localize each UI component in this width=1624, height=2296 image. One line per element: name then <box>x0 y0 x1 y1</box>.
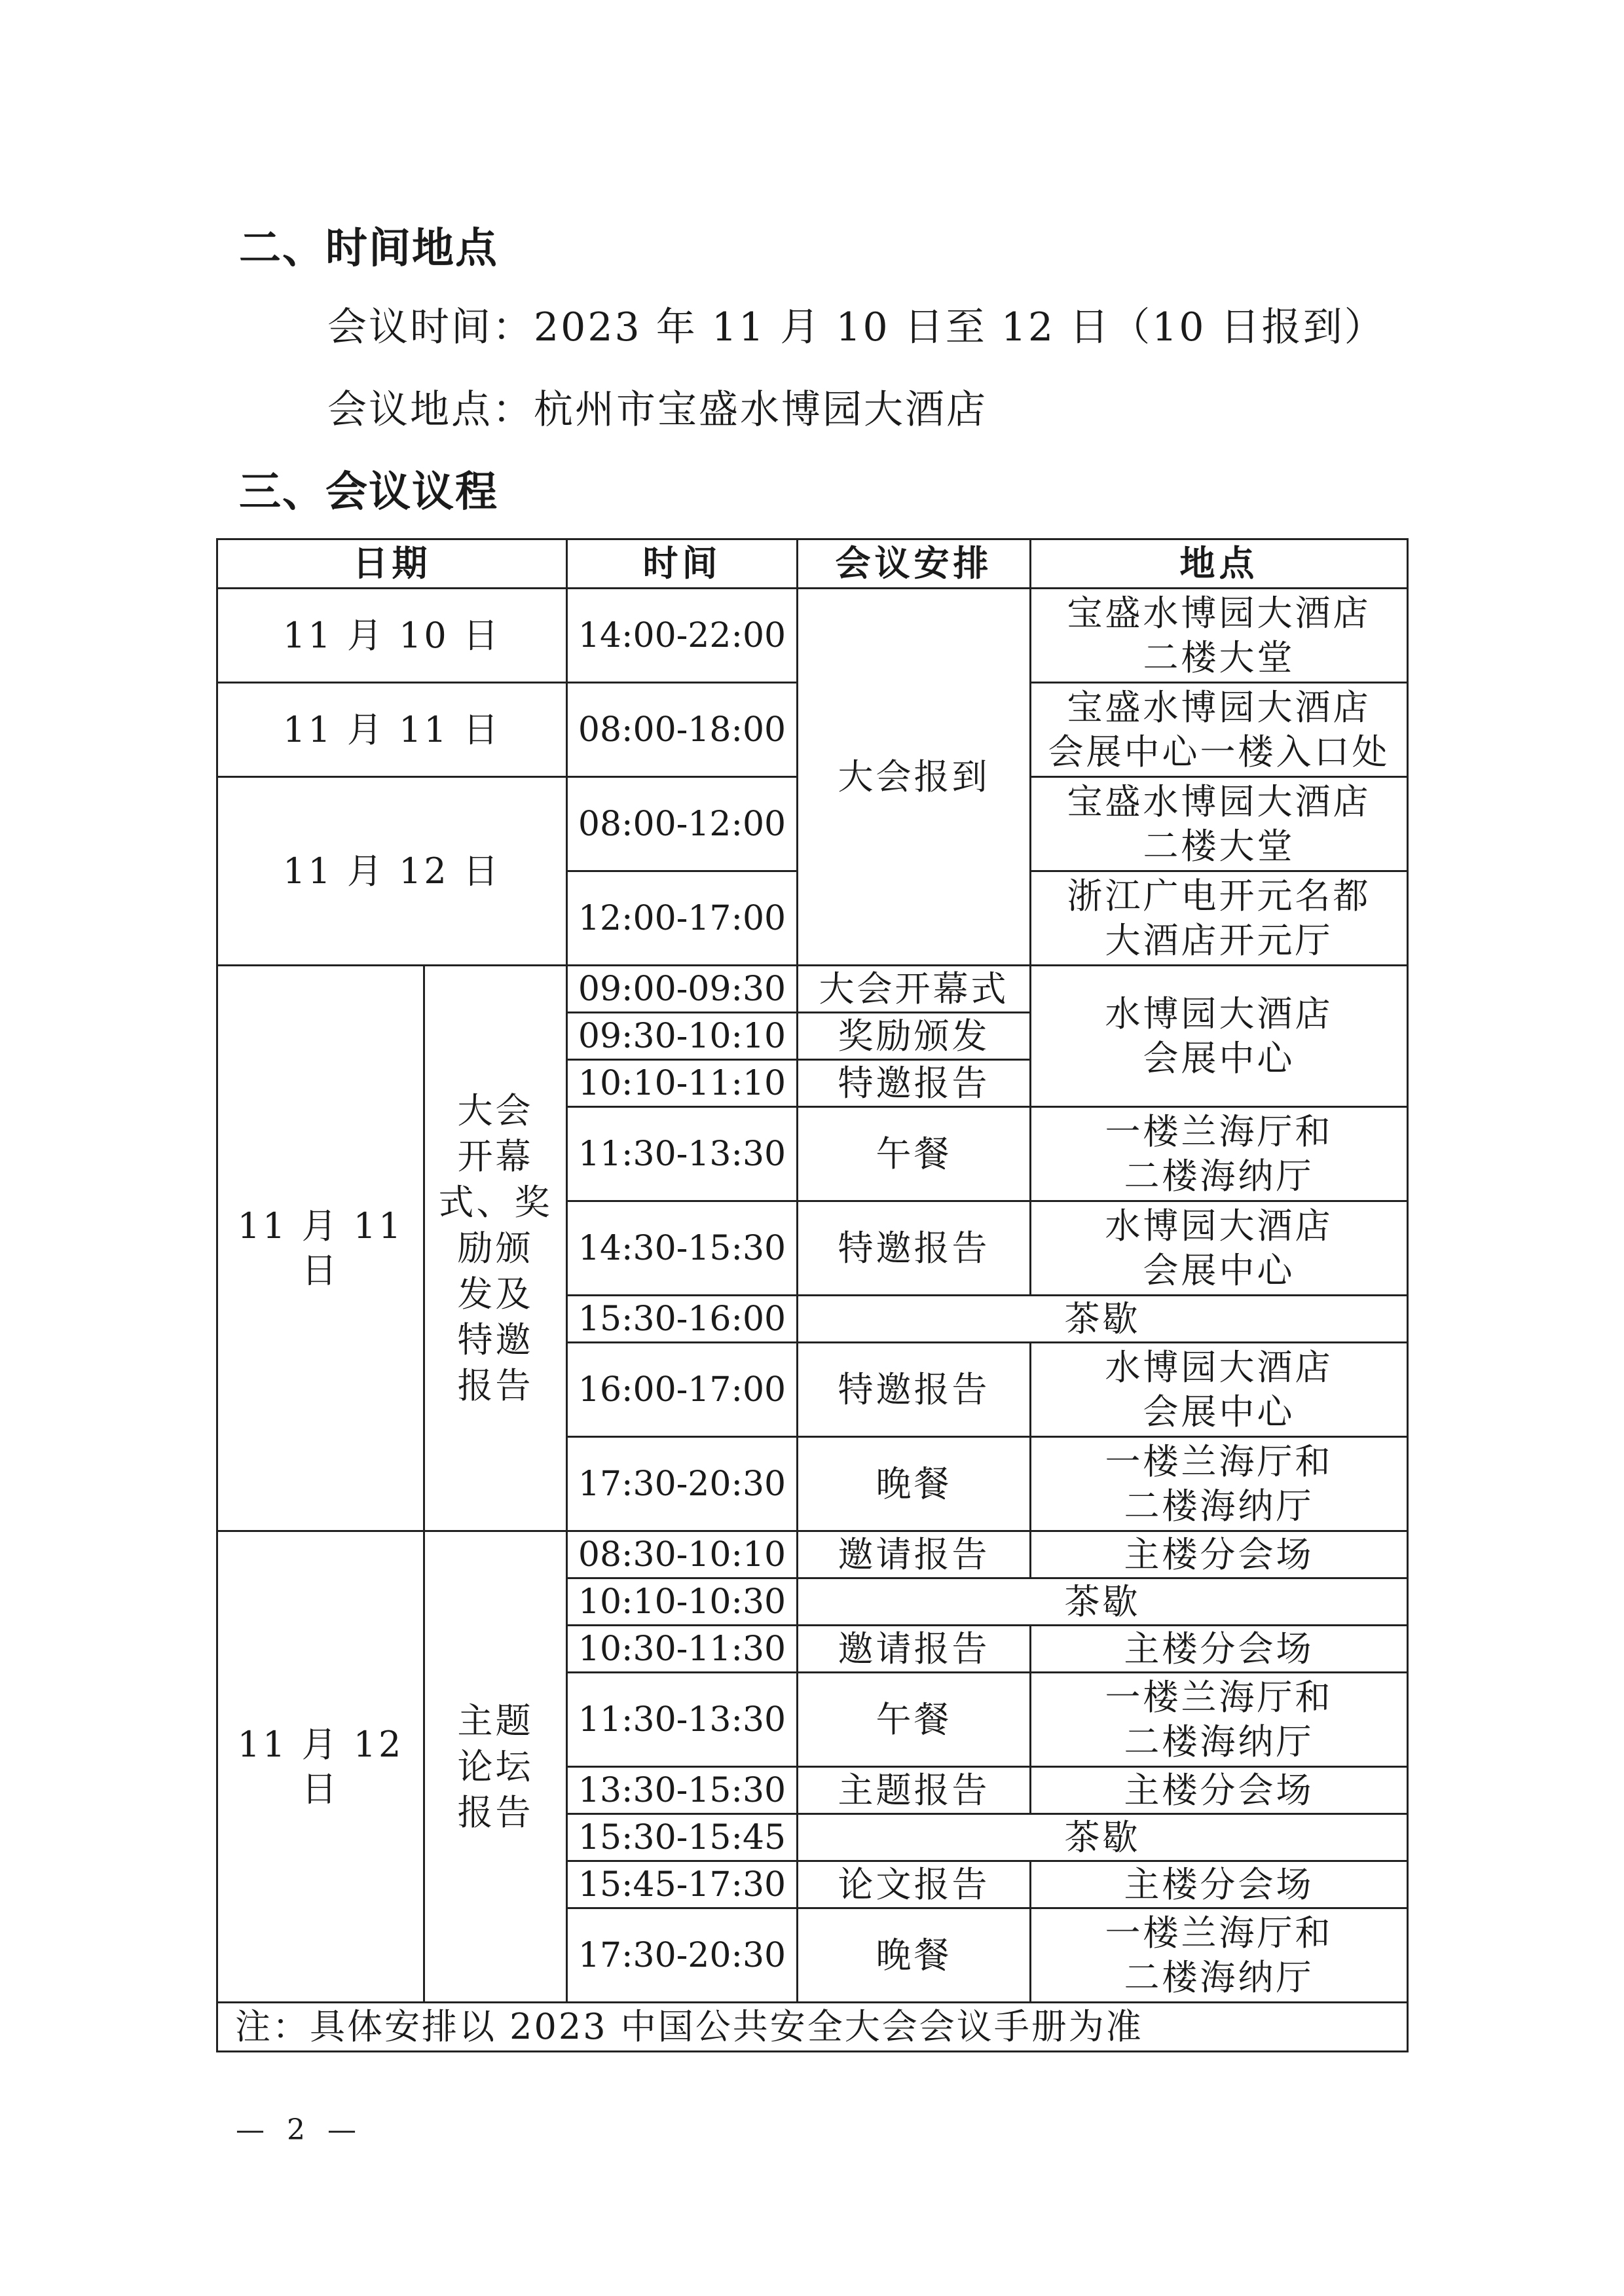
date-cell: 11 月 11 日 <box>217 966 424 1531</box>
time-cell: 08:30-10:10 <box>567 1531 798 1578</box>
date-cell: 11 月 11 日 <box>217 683 567 777</box>
time-cell: 14:30-15:30 <box>567 1201 798 1296</box>
time-cell: 10:10-10:30 <box>567 1578 798 1626</box>
location-cell: 宝盛水博园大酒店 会展中心一楼入口处 <box>1031 683 1408 777</box>
time-cell: 14:00-22:00 <box>567 589 798 683</box>
agenda-cell: 特邀报告 <box>798 1060 1031 1107</box>
meeting-place-line: 会议地点：杭州市宝盛水博园大酒店 <box>327 387 987 433</box>
time-cell: 11:30-13:30 <box>567 1673 798 1767</box>
header-location: 地点 <box>1031 539 1408 589</box>
location-cell: 水博园大酒店 会展中心 <box>1031 966 1408 1107</box>
location-cell: 一楼兰海厅和 二楼海纳厅 <box>1031 1437 1408 1531</box>
agenda-table <box>216 538 1409 2052</box>
agenda-cell: 邀请报告 <box>798 1626 1031 1673</box>
header-time: 时间 <box>567 539 798 589</box>
table-row <box>217 1531 1408 1578</box>
time-cell: 09:30-10:10 <box>567 1013 798 1060</box>
section-heading-agenda: 三、会议议程 <box>239 468 498 517</box>
agenda-cell: 邀请报告 <box>798 1531 1031 1578</box>
location-cell: 主楼分会场 <box>1031 1767 1408 1814</box>
time-cell: 17:30-20:30 <box>567 1437 798 1531</box>
agenda-cell: 大会报到 <box>798 589 1031 966</box>
agenda-cell: 主题报告 <box>798 1767 1031 1814</box>
agenda-cell: 特邀报告 <box>798 1201 1031 1296</box>
time-cell: 15:30-15:45 <box>567 1814 798 1861</box>
location-cell: 一楼兰海厅和 二楼海纳厅 <box>1031 1908 1408 2003</box>
table-row <box>217 589 1408 683</box>
agenda-cell: 特邀报告 <box>798 1343 1031 1437</box>
time-cell: 12:00-17:00 <box>567 871 798 966</box>
break-cell: 茶歇 <box>798 1296 1408 1343</box>
time-cell: 08:00-12:00 <box>567 777 798 871</box>
agenda-cell: 晚餐 <box>798 1437 1031 1531</box>
agenda-cell: 奖励颁发 <box>798 1013 1031 1060</box>
location-cell: 宝盛水博园大酒店 二楼大堂 <box>1031 777 1408 871</box>
table-row <box>217 966 1408 1013</box>
location-cell: 主楼分会场 <box>1031 1861 1408 1908</box>
location-cell: 水博园大酒店 会展中心 <box>1031 1201 1408 1296</box>
table-note-row <box>217 2003 1408 2052</box>
break-cell: 茶歇 <box>798 1814 1408 1861</box>
break-cell: 茶歇 <box>798 1578 1408 1626</box>
time-cell: 10:10-11:10 <box>567 1060 798 1107</box>
location-cell: 一楼兰海厅和 二楼海纳厅 <box>1031 1107 1408 1201</box>
location-cell: 主楼分会场 <box>1031 1531 1408 1578</box>
time-cell: 10:30-11:30 <box>567 1626 798 1673</box>
time-cell: 09:00-09:30 <box>567 966 798 1013</box>
header-date: 日期 <box>217 539 567 589</box>
time-cell: 13:30-15:30 <box>567 1767 798 1814</box>
location-cell: 主楼分会场 <box>1031 1626 1408 1673</box>
section-heading-time-place: 二、时间地点 <box>239 225 498 273</box>
agenda-cell: 大会开幕式 <box>798 966 1031 1013</box>
meeting-time-line: 会议时间：2023 年 11 月 10 日至 12 日（10 日报到） <box>327 304 1386 350</box>
page-number: — 2 — <box>236 2113 363 2147</box>
table-note: 注：具体安排以 2023 中国公共安全大会会议手册为准 <box>217 2003 1408 2052</box>
agenda-cell: 晚餐 <box>798 1908 1031 2003</box>
time-cell: 11:30-13:30 <box>567 1107 798 1201</box>
agenda-cell: 论文报告 <box>798 1861 1031 1908</box>
session-cell: 大会 开幕 式、奖 励颁 发及 特邀 报告 <box>424 966 567 1531</box>
location-cell: 水博园大酒店 会展中心 <box>1031 1343 1408 1437</box>
date-cell: 11 月 12 日 <box>217 1531 424 2003</box>
date-cell: 11 月 10 日 <box>217 589 567 683</box>
header-agenda: 会议安排 <box>798 539 1031 589</box>
location-cell: 一楼兰海厅和 二楼海纳厅 <box>1031 1673 1408 1767</box>
agenda-cell: 午餐 <box>798 1107 1031 1201</box>
session-cell: 主题 论坛 报告 <box>424 1531 567 2003</box>
time-cell: 08:00-18:00 <box>567 683 798 777</box>
time-cell: 15:45-17:30 <box>567 1861 798 1908</box>
location-cell: 浙江广电开元名都 大酒店开元厅 <box>1031 871 1408 966</box>
time-cell: 16:00-17:00 <box>567 1343 798 1437</box>
table-header-row <box>217 539 1408 589</box>
date-cell: 11 月 12 日 <box>217 777 567 966</box>
time-cell: 15:30-16:00 <box>567 1296 798 1343</box>
agenda-cell: 午餐 <box>798 1673 1031 1767</box>
location-cell: 宝盛水博园大酒店 二楼大堂 <box>1031 589 1408 683</box>
time-cell: 17:30-20:30 <box>567 1908 798 2003</box>
